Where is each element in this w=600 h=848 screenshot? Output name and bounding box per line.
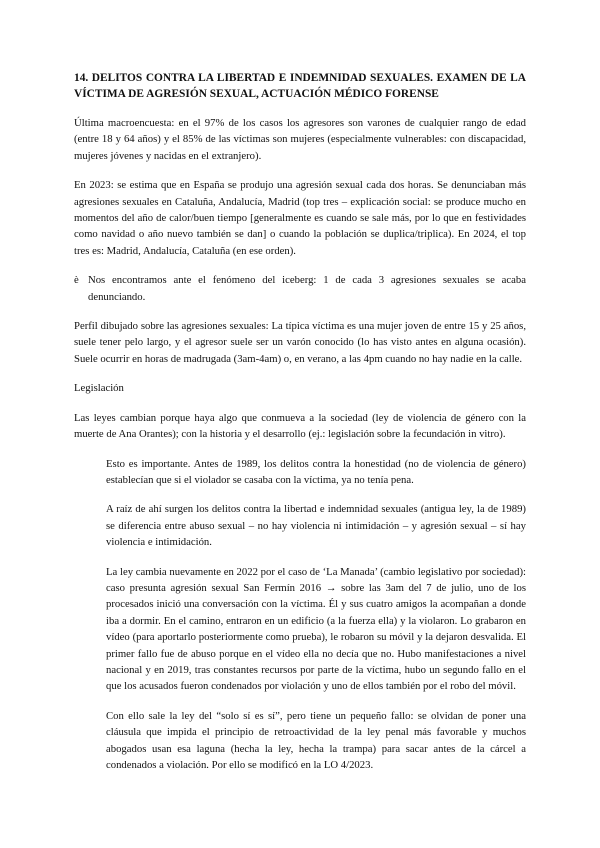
paragraph-macroencuesta: Última macroencuesta: en el 97% de los casos los agresores son varones de cualquier rango de edad (entre 18 y 64 años) y el 85% de las víctimas son mujeres (especialmente vulnerables: con discapacidad, mujeres jóvenes y nacidas en el extranjero). bbox=[74, 117, 526, 162]
document-page bbox=[74, 70, 526, 786]
paragraph-perfil: Perfil dibujado sobre las agresiones sexuales: La típica víctima es una mujer joven de entre 15 y 25 años, suele tener pelo largo, y el agresor suele ser un varón conocido (lo has visto antes en alguna ocasión). Suele ocurrir en horas de madrugada (3am-4am) o, en verano, a las 4pm cuando no hay nadie en la calle. bbox=[74, 320, 526, 365]
arrow-bullet-icon: è bbox=[74, 274, 79, 287]
paragraph-leyes: Las leyes cambian porque haya algo que conmueva a la sociedad (ley de violencia de género con la muerte de Ana Orantes); con la historia y el desarrollo (ej.: legislación sobre la fecundación in vitro). bbox=[74, 411, 526, 441]
paragraph-indent-solo-si: Con ello sale la ley del “solo sí es sí”, pero tiene un pequeño fallo: se olvidan de poner una cláusula que impida el principio de retroactividad de la ley penal más favorable y muchos abogados usan esa laguna (hecha la ley, hecha la trampa) para sacar antes de la cárcel a condenados a violación. Por ello se modificó en la LO 4/2023. bbox=[106, 709, 526, 771]
bullet-iceberg bbox=[74, 272, 526, 305]
paragraph-indent-manada: La ley cambia nuevamente en 2022 por el caso de ‘La Manada’ (cambio legislativo por sociedad): caso presunta agresión sexual San Fermín 2016 → sobre las 3am del 7 de julio, uno de los procesados inició una conversación con la víctima. Él y sus cuatro amigos la acompañan a donde iba a dormir. En el camino, entraron en un edificio (a la fuerza ella) y la violaron. Lo grabaron en vídeo (para aportarlo posteriormente como prueba), le robaron su móvil y la dejaron desvalida. El primer fallo fue de abuso porque en el vídeo ella no decía que no. Hubo manifestaciones a nivel nacional y en 2019, tras constantes recursos por parte de la víctima, hubo un segundo fallo en el que los acusados fueron condenados por violación y uno de ellos también por el robo del móvil. bbox=[106, 565, 526, 693]
subheading-legislacion: Legislación bbox=[74, 382, 124, 395]
paragraph-indent-abuso: A raíz de ahí surgen los delitos contra la libertad e indemnidad sexuales (antigua ley, la de 1989) se diferencia entre abuso sexual – no hay violencia ni intimidación – y agresión sexual – sí hay violencia e intimidación. bbox=[106, 503, 526, 549]
paragraph-indent-1989: Esto es importante. Antes de 1989, los delitos contra la honestidad (no de violencia de género) establecían que si el violador se casaba con la víctima, ya no tenía pena. bbox=[106, 457, 526, 486]
section-heading: 14. DELITOS CONTRA LA LIBERTAD E INDEMNIDAD SEXUALES. EXAMEN DE LA VÍCTIMA DE AGRESIÓN SEXUAL, ACTUACIÓN MÉDICO FORENSE bbox=[74, 72, 526, 100]
paragraph-2023: En 2023: se estima que en España se produjo una agresión sexual cada dos horas. Se denunciaban más agresiones sexuales en Cataluña, Andalucía, Madrid (top tres – explicación social: se produce mucho en momentos del año de calor/buen tiempo [generalmente es cuando se sale más, por lo que en festividades como navidad o año nuevo también se dan] o cuando la población se duplica/triplica). En 2024, el top tres es: Madrid, Andalucía, Cataluña (en ese orden). bbox=[74, 179, 526, 257]
bullet-text: Nos encontramos ante el fenómeno del iceberg: 1 de cada 3 agresiones sexuales se acaba denunciando. bbox=[88, 274, 526, 303]
